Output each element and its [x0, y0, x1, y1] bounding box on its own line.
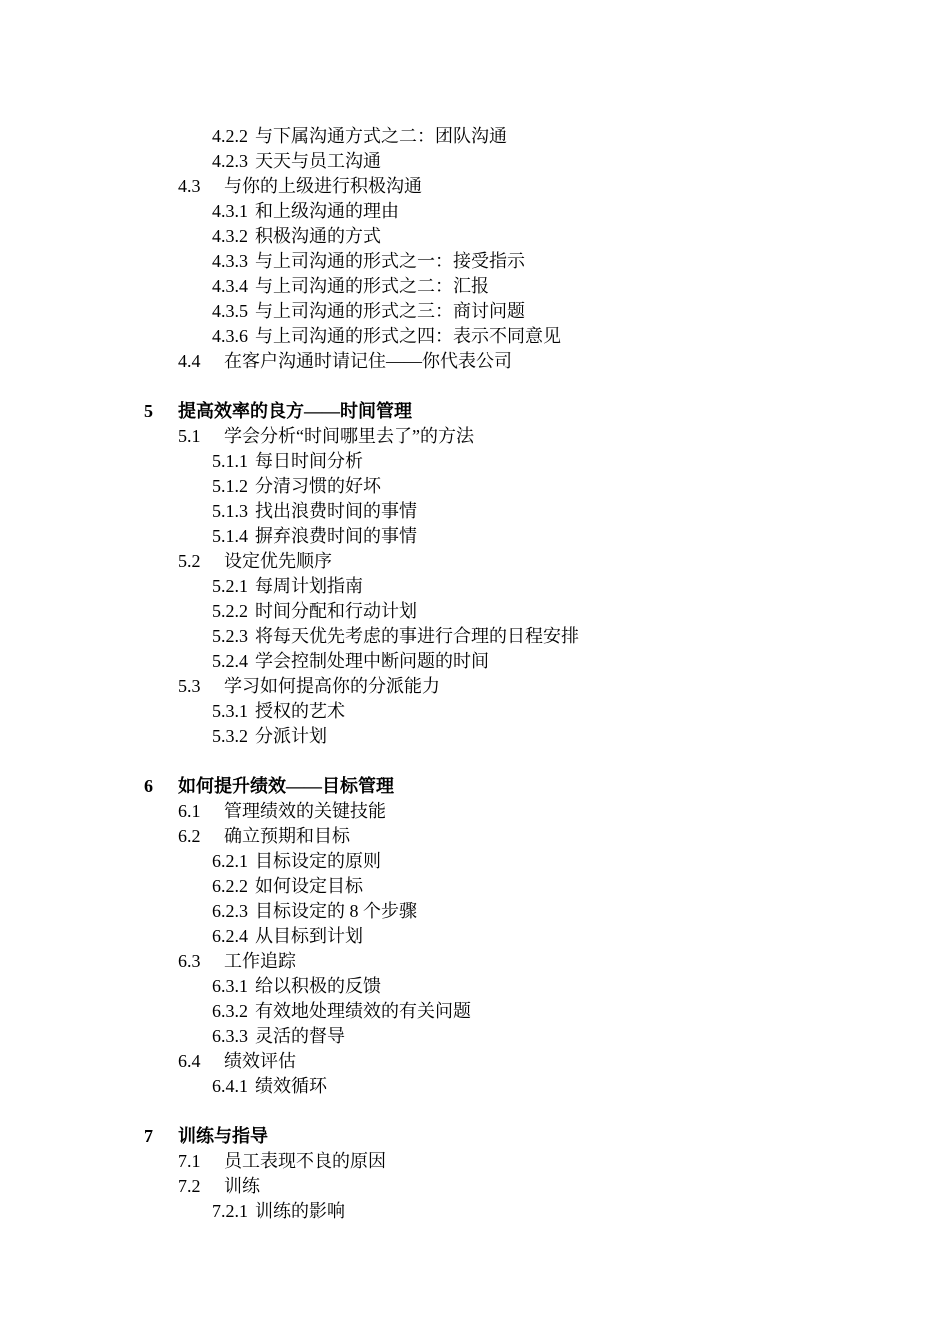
toc-entry-title: 时间分配和行动计划: [255, 601, 417, 621]
toc-entry-number: 4.2.2: [212, 126, 248, 146]
toc-entry-title: 分清习惯的好坏: [255, 476, 381, 496]
toc-entry-title: 授权的艺术: [255, 701, 345, 721]
toc-entry-number: 7.1: [178, 1151, 201, 1171]
toc-entry-title: 与上司沟通的形式之二：汇报: [255, 276, 489, 296]
toc-subsection-entry: [0, 124, 950, 149]
toc-section-entry: [0, 824, 950, 849]
toc-section-entry: [0, 174, 950, 199]
toc-subsection-entry: [0, 999, 950, 1024]
toc-entry-number: 5.1: [178, 426, 201, 446]
toc-section-entry: [0, 424, 950, 449]
toc-entry-title: 灵活的督导: [255, 1026, 345, 1046]
toc-subsection-entry: [0, 199, 950, 224]
toc-subsection-entry: [0, 474, 950, 499]
toc-entry-title: 训练: [224, 1176, 260, 1196]
toc-subsection-entry: [0, 274, 950, 299]
toc-entry-title: 工作追踪: [224, 951, 296, 971]
toc-entry-title: 目标设定的 8 个步骤: [255, 901, 417, 921]
toc-entry-title: 天天与员工沟通: [255, 151, 381, 171]
toc-subsection-entry: [0, 1074, 950, 1099]
toc-subsection-entry: [0, 224, 950, 249]
toc-entry-number: 5.1.4: [212, 526, 248, 546]
toc-entry-number: 6.2.3: [212, 901, 248, 921]
toc-entry-number: 5.2.4: [212, 651, 248, 671]
toc-entry-number: 7: [144, 1126, 153, 1146]
toc-entry-number: 5.2.1: [212, 576, 248, 596]
toc-entry-title: 如何提升绩效——目标管理: [178, 776, 394, 796]
toc-entry-number: 6.1: [178, 801, 201, 821]
section-spacer: [0, 749, 950, 774]
toc-entry-title: 学会分析“时间哪里去了”的方法: [224, 426, 474, 446]
toc-entry-title: 每周计划指南: [255, 576, 363, 596]
toc-entry-number: 5.3.2: [212, 726, 248, 746]
toc-entry-title: 与你的上级进行积极沟通: [224, 176, 422, 196]
toc-entry-title: 确立预期和目标: [224, 826, 350, 846]
toc-entry-title: 绩效循环: [255, 1076, 327, 1096]
toc-entry-title: 积极沟通的方式: [255, 226, 381, 246]
toc-subsection-entry: [0, 449, 950, 474]
toc-entry-number: 5.1.3: [212, 501, 248, 521]
toc-section-entry: [0, 1174, 950, 1199]
toc-entry-title: 摒弃浪费时间的事情: [255, 526, 417, 546]
toc-entry-title: 与下属沟通方式之二：团队沟通: [255, 126, 507, 146]
toc-subsection-entry: [0, 499, 950, 524]
toc-entry-number: 4.3.6: [212, 326, 248, 346]
toc-entry-number: 6.2.4: [212, 926, 248, 946]
toc-entry-title: 找出浪费时间的事情: [255, 501, 417, 521]
toc-entry-title: 管理绩效的关键技能: [224, 801, 386, 821]
toc-subsection-entry: [0, 524, 950, 549]
toc-entry-title: 和上级沟通的理由: [255, 201, 399, 221]
toc-entry-number: 6.3.1: [212, 976, 248, 996]
toc-entry-number: 6.4.1: [212, 1076, 248, 1096]
toc-chapter-heading: [0, 774, 950, 799]
toc-entry-number: 4.3.5: [212, 301, 248, 321]
toc-entry-number: 6.3.3: [212, 1026, 248, 1046]
toc-entry-number: 6.3: [178, 951, 201, 971]
toc-subsection-entry: [0, 324, 950, 349]
section-spacer: [0, 1099, 950, 1124]
toc-subsection-entry: [0, 899, 950, 924]
toc-entry-number: 5.2.3: [212, 626, 248, 646]
toc-entry-number: 6.2.1: [212, 851, 248, 871]
toc-section-entry: [0, 1149, 950, 1174]
toc-section-entry: [0, 799, 950, 824]
toc-entry-number: 6.3.2: [212, 1001, 248, 1021]
toc-entry-number: 6: [144, 776, 153, 796]
toc-entry-number: 5.2: [178, 551, 201, 571]
toc-subsection-entry: [0, 249, 950, 274]
toc-entry-title: 绩效评估: [224, 1051, 296, 1071]
toc-entry-title: 给以积极的反馈: [255, 976, 381, 996]
toc-entry-number: 4.3.2: [212, 226, 248, 246]
toc-subsection-entry: [0, 874, 950, 899]
toc-entry-number: 4.3: [178, 176, 201, 196]
toc-subsection-entry: [0, 649, 950, 674]
toc-entry-number: 4.4: [178, 351, 201, 371]
toc-entry-number: 7.2.1: [212, 1201, 248, 1221]
toc-subsection-entry: [0, 299, 950, 324]
toc-entry-title: 分派计划: [255, 726, 327, 746]
toc-entry-title: 员工表现不良的原因: [224, 1151, 386, 1171]
toc-subsection-entry: [0, 924, 950, 949]
toc-chapter-heading: [0, 399, 950, 424]
toc-entry-title: 目标设定的原则: [255, 851, 381, 871]
toc-section-entry: [0, 349, 950, 374]
section-spacer: [0, 374, 950, 399]
toc-entry-number: 5.3: [178, 676, 201, 696]
toc-entry-number: 5: [144, 401, 153, 421]
toc-subsection-entry: [0, 599, 950, 624]
toc-entry-number: 4.2.3: [212, 151, 248, 171]
toc-entry-title: 如何设定目标: [255, 876, 363, 896]
toc-entry-title: 有效地处理绩效的有关问题: [255, 1001, 471, 1021]
toc-entry-title: 学会控制处理中断问题的时间: [255, 651, 489, 671]
toc-entry-title: 每日时间分析: [255, 451, 363, 471]
toc-entry-title: 训练与指导: [178, 1126, 268, 1146]
toc-entry-title: 设定优先顺序: [224, 551, 332, 571]
toc-section-entry: [0, 949, 950, 974]
toc-subsection-entry: [0, 624, 950, 649]
table-of-contents: [0, 124, 950, 1224]
toc-entry-number: 4.3.4: [212, 276, 248, 296]
toc-subsection-entry: [0, 974, 950, 999]
toc-subsection-entry: [0, 574, 950, 599]
toc-subsection-entry: [0, 1199, 950, 1224]
toc-subsection-entry: [0, 1024, 950, 1049]
toc-entry-title: 从目标到计划: [255, 926, 363, 946]
toc-entry-title: 与上司沟通的形式之三：商讨问题: [255, 301, 525, 321]
toc-entry-number: 7.2: [178, 1176, 201, 1196]
toc-entry-number: 5.1.2: [212, 476, 248, 496]
toc-section-entry: [0, 1049, 950, 1074]
toc-entry-number: 6.4: [178, 1051, 201, 1071]
toc-entry-title: 将每天优先考虑的事进行合理的日程安排: [255, 626, 579, 646]
toc-entry-number: 4.3.1: [212, 201, 248, 221]
toc-entry-title: 与上司沟通的形式之一：接受指示: [255, 251, 525, 271]
toc-entry-number: 5.3.1: [212, 701, 248, 721]
toc-section-entry: [0, 674, 950, 699]
toc-subsection-entry: [0, 724, 950, 749]
toc-entry-number: 6.2.2: [212, 876, 248, 896]
toc-entry-number: 5.1.1: [212, 451, 248, 471]
toc-entry-title: 训练的影响: [255, 1201, 345, 1221]
toc-entry-title: 提高效率的良方——时间管理: [178, 401, 412, 421]
toc-entry-title: 学习如何提高你的分派能力: [224, 676, 440, 696]
toc-entry-title: 在客户沟通时请记住——你代表公司: [224, 351, 512, 371]
toc-subsection-entry: [0, 699, 950, 724]
toc-entry-number: 5.2.2: [212, 601, 248, 621]
toc-entry-title: 与上司沟通的形式之四：表示不同意见: [255, 326, 561, 346]
toc-subsection-entry: [0, 849, 950, 874]
toc-entry-number: 4.3.3: [212, 251, 248, 271]
toc-chapter-heading: [0, 1124, 950, 1149]
toc-subsection-entry: [0, 149, 950, 174]
toc-section-entry: [0, 549, 950, 574]
toc-entry-number: 6.2: [178, 826, 201, 846]
